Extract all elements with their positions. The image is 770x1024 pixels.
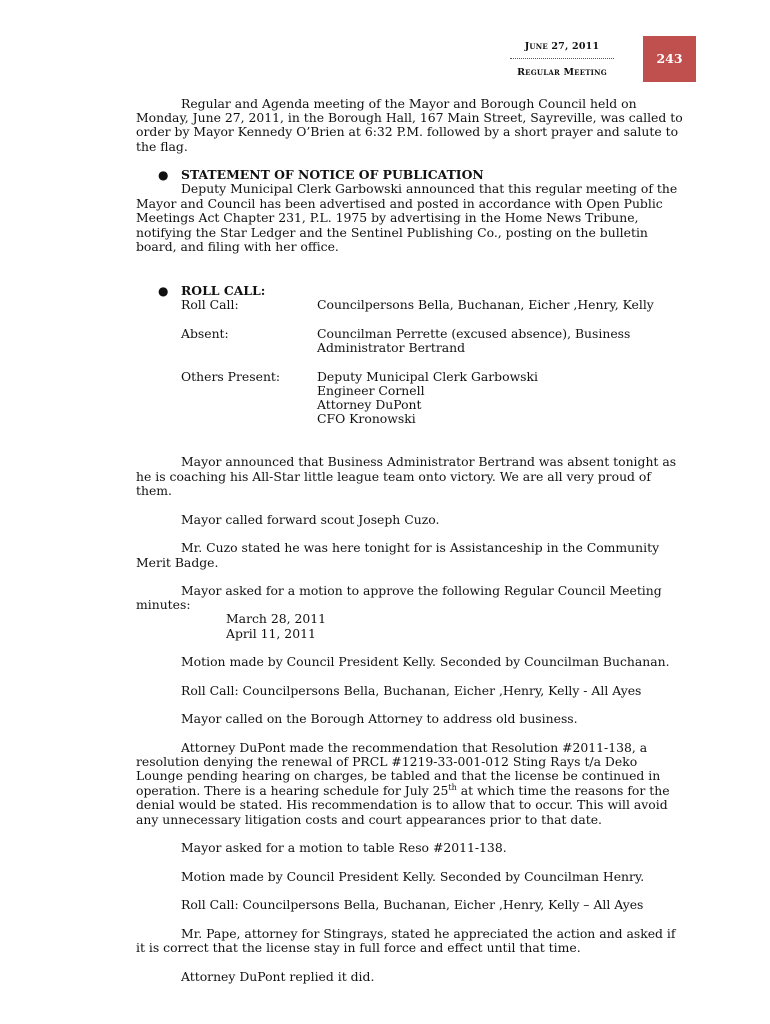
ordinal-suffix: th [448, 782, 457, 792]
text-line: Mayor asked for a motion to table Reso #2011-138. [181, 840, 507, 855]
others-present-label: Others Present: [181, 369, 281, 384]
absent-value-line: Administrator Bertrand [317, 340, 466, 355]
text-line: Mayor asked for a motion to approve the following Regular Council Meeting [181, 583, 662, 598]
header-meeting-type: Regular Meeting [517, 67, 607, 78]
text-line: Attorney DuPont replied it did. [181, 969, 375, 984]
text-line: Attorney DuPont made the recommendation that Resolution #2011-138, a [181, 740, 648, 755]
text-line: Mayor announced that Business Administrator Bertrand was absent tonight as [181, 454, 677, 469]
bullet-icon: ● [158, 168, 169, 182]
text-line: the flag. [136, 139, 188, 154]
header-date: June 27, 2011 [524, 41, 600, 52]
text-line: Motion made by Council President Kelly. Seconded by Councilman Henry. [181, 869, 645, 884]
absent-value-line: Councilman Perrette (excused absence), Business [317, 326, 631, 341]
text-line: it is correct that the license stay in full force and effect until that time. [136, 940, 581, 955]
bullet-icon: ● [158, 284, 169, 298]
absent-label: Absent: [181, 326, 229, 341]
text-line: denial would be stated. His recommendation is to allow that to occur. This will avoid [136, 797, 668, 812]
text-line: them. [136, 483, 172, 498]
text-line: board, and filing with her office. [136, 239, 339, 254]
page-number: 243 [656, 50, 683, 66]
text-span: at which time the reasons for the [456, 783, 670, 798]
text-line: Regular and Agenda meeting of the Mayor and Borough Council held on [181, 96, 637, 111]
others-present-line: Deputy Municipal Clerk Garbowski [317, 369, 539, 384]
text-line: resolution denying the renewal of PRCL #1219-33-001-012 Sting Rays t/a Deko [136, 754, 638, 769]
text-line: he is coaching his All-Star little league team onto victory. We are all very proud of [136, 469, 651, 484]
page-number-badge [643, 36, 696, 82]
text-line: Roll Call: Councilpersons Bella, Buchanan, Eicher ,Henry, Kelly - All Ayes [181, 683, 642, 698]
text-line: Deputy Municipal Clerk Garbowski announced that this regular meeting of the [181, 181, 678, 196]
roll-call-value: Councilpersons Bella, Buchanan, Eicher ,Henry, Kelly [317, 297, 654, 312]
roll-call-heading: ROLL CALL: [181, 283, 266, 298]
text-line: Mayor and Council has been advertised and posted in accordance with Open Public [136, 196, 663, 211]
text-line: minutes: [136, 597, 191, 612]
text-line: Mr. Pape, attorney for Stingrays, stated he appreciated the action and asked if [181, 926, 676, 941]
text-line: Mr. Cuzo stated he was here tonight for is Assistanceship in the Community [181, 540, 660, 555]
text-line: any unnecessary litigation costs and court appearances prior to that date. [136, 812, 602, 827]
text-line: Lounge pending hearing on charges, be tabled and that the license be continued in [136, 768, 661, 783]
header-divider [510, 58, 614, 59]
others-present-line: Attorney DuPont [317, 397, 422, 412]
minutes-date: April 11, 2011 [226, 626, 316, 641]
others-present-line: CFO Kronowski [317, 411, 416, 426]
text-line: order by Mayor Kennedy O’Brien at 6:32 P.M. followed by a short prayer and salute to [136, 124, 679, 139]
text-line: Meetings Act Chapter 231, P.L. 1975 by advertising in the Home News Tribune, [136, 210, 639, 225]
text-span: operation. There is a hearing schedule for July 25 [136, 783, 449, 798]
minutes-date: March 28, 2011 [226, 611, 327, 626]
text-line: Roll Call: Councilpersons Bella, Buchanan, Eicher ,Henry, Kelly – All Ayes [181, 897, 644, 912]
text-line: Merit Badge. [136, 555, 219, 570]
text-line: notifying the Star Ledger and the Sentinel Publishing Co., posting on the bulletin [136, 225, 648, 240]
others-present-line: Engineer Cornell [317, 383, 425, 398]
text-line: Mayor called on the Borough Attorney to address old business. [181, 711, 578, 726]
notice-heading: STATEMENT OF NOTICE OF PUBLICATION [181, 167, 484, 182]
text-line: Motion made by Council President Kelly. Seconded by Councilman Buchanan. [181, 654, 670, 669]
roll-call-label: Roll Call: [181, 297, 239, 312]
text-line: Monday, June 27, 2011, in the Borough Hall, 167 Main Street, Sayreville, was called to [136, 110, 683, 125]
text-line: Mayor called forward scout Joseph Cuzo. [181, 512, 440, 527]
